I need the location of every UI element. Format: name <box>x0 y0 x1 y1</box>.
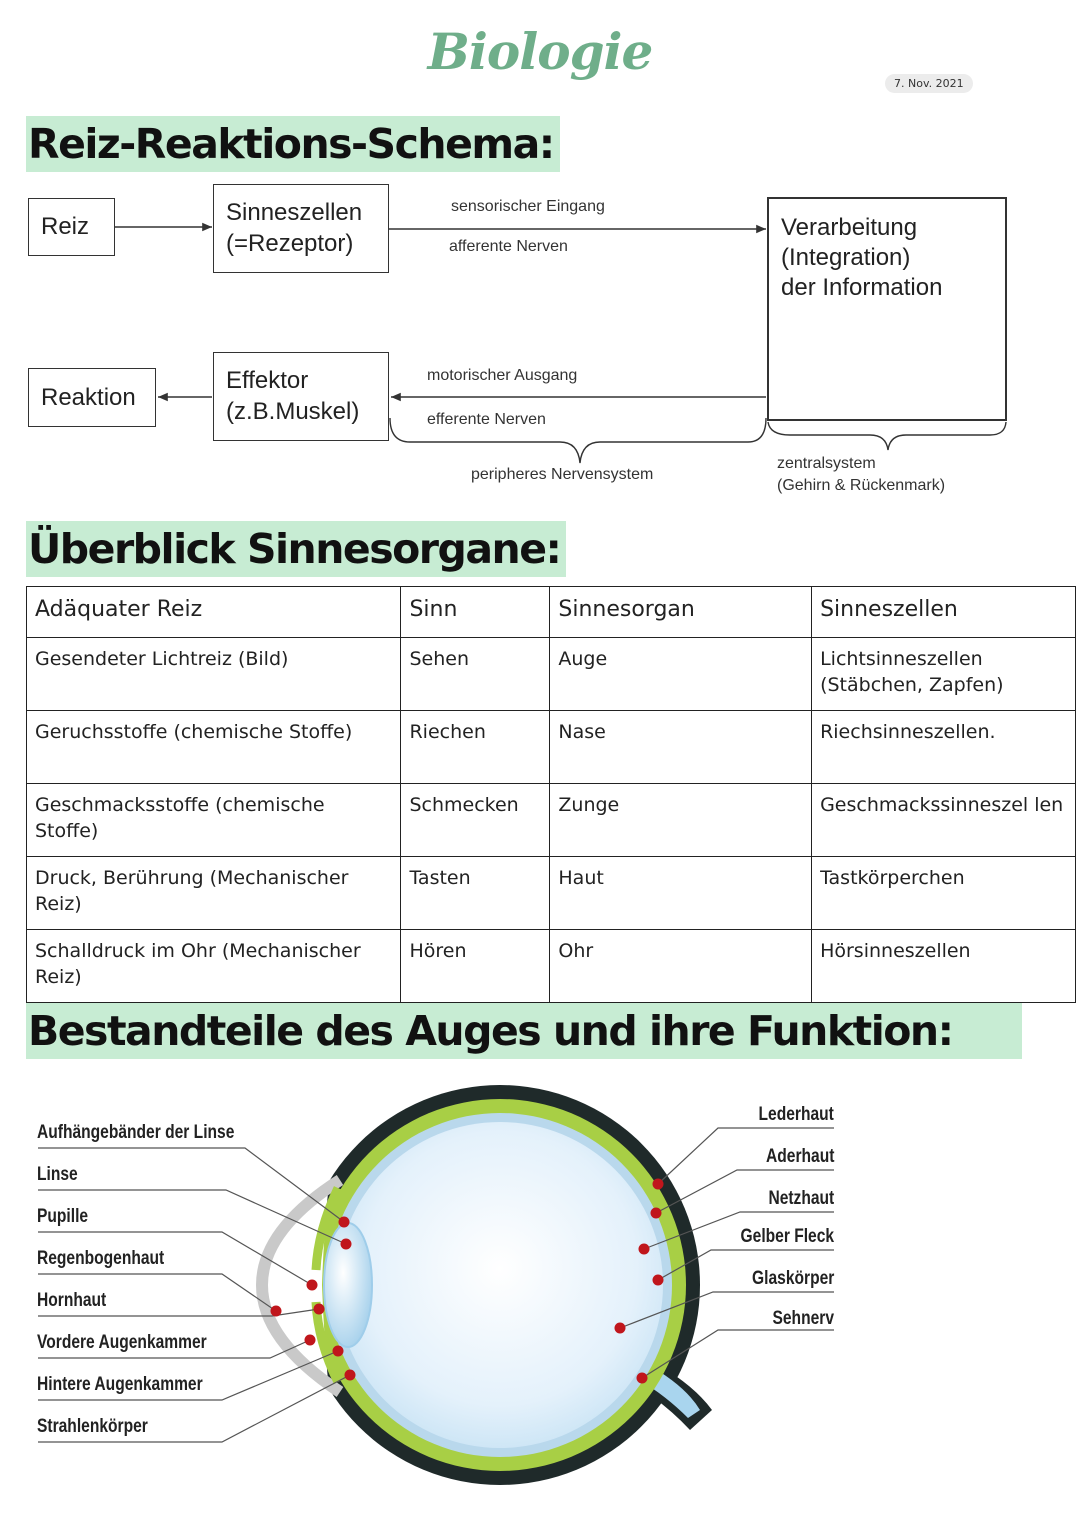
eye-label-linse: Linse <box>37 1164 78 1185</box>
muskel-label: (z.B.Muskel) <box>226 398 360 425</box>
eye-label-glaskoerper: Glaskörper <box>751 1268 834 1289</box>
verarbeitung-line-2: (Integration) <box>781 244 911 271</box>
table-cell: Haut <box>550 857 812 930</box>
column-header: Sinneszellen <box>812 587 1076 638</box>
box-effektor <box>213 352 389 441</box>
section-heading-sinnesorgane: Überblick Sinnesorgane: <box>26 521 566 577</box>
page-title: Biologie <box>427 22 653 81</box>
box-reaktion: Reaktion <box>28 368 156 427</box>
table-cell: Tasten <box>401 857 550 930</box>
eye-label-gelber-fleck: Gelber Fleck <box>740 1226 834 1247</box>
table-cell: Schmecken <box>401 784 550 857</box>
eye-label-hintere-augenkammer: Hintere Augenkammer <box>37 1374 203 1395</box>
sinneszellen-label: Sinneszellen <box>226 199 363 226</box>
table-header-row <box>27 587 1076 638</box>
table-cell: Ohr <box>550 930 812 1003</box>
table-row <box>27 930 1076 1003</box>
table-cell: Gesendeter Lichtreiz (Bild) <box>27 638 401 711</box>
eye-label-strahlenkoerper: Strahlenkörper <box>37 1416 148 1437</box>
effektor-label: Effektor <box>226 367 309 394</box>
table-row <box>27 784 1076 857</box>
table-cell: Riechsinneszellen. <box>812 711 1076 784</box>
sinnesorgane-table <box>26 586 1076 1003</box>
label-sensorisch: sensorischer Eingang <box>451 198 605 215</box>
verarbeitung-line-1: Verarbeitung <box>781 214 918 241</box>
eye-label-netzhaut: Netzhaut <box>768 1188 834 1209</box>
eye-label-regenbogenhaut: Regenbogenhaut <box>37 1248 165 1269</box>
eye-label-pupille: Pupille <box>37 1206 89 1227</box>
eye-label-lederhaut: Lederhaut <box>758 1104 834 1125</box>
table-cell: Zunge <box>550 784 812 857</box>
column-header: Adäquater Reiz <box>27 587 401 638</box>
table-cell: Geschmackssinneszel len <box>812 784 1076 857</box>
column-header: Sinn <box>401 587 550 638</box>
table-cell: Geruchsstoffe (chemische Stoffe) <box>27 711 401 784</box>
verarbeitung-line-3: der Information <box>781 274 943 301</box>
eye-label-hornhaut: Hornhaut <box>37 1290 107 1311</box>
eye-label-aderhaut: Aderhaut <box>765 1146 834 1167</box>
label-afferent: afferente Nerven <box>449 238 568 255</box>
table-cell: Lichtsinneszellen (Stäbchen, Zapfen) <box>812 638 1076 711</box>
label-efferent: efferente Nerven <box>427 411 546 428</box>
table-cell: Riechen <box>401 711 550 784</box>
brace-zentral <box>768 422 1006 450</box>
date-badge: 7. Nov. 2021 <box>885 74 973 93</box>
box-reiz: Reiz <box>28 198 115 256</box>
table-cell: Hörsinneszellen <box>812 930 1076 1003</box>
eye-label-sehnerv: Sehnerv <box>772 1308 834 1329</box>
table-cell: Auge <box>550 638 812 711</box>
table-row <box>27 857 1076 930</box>
section-heading-schema: Reiz-Reaktions-Schema: <box>26 116 560 172</box>
label-motorisch: motorischer Ausgang <box>427 367 578 384</box>
column-header: Sinnesorgan <box>550 587 812 638</box>
eye-label-vordere-augenkammer: Vordere Augenkammer <box>37 1332 207 1353</box>
table-cell: Geschmacksstoffe (chemische Stoffe) <box>27 784 401 857</box>
vitreous-body <box>337 1122 663 1448</box>
section-heading-auge: Bestandteile des Auges und ihre Funktion: <box>26 1003 1022 1059</box>
rezeptor-label: (=Rezeptor) <box>226 230 354 257</box>
table-cell: Tastkörperchen <box>812 857 1076 930</box>
table-row <box>27 638 1076 711</box>
label-gehirn: (Gehirn & Rückenmark) <box>777 477 946 494</box>
label-peripher: peripheres Nervensystem <box>471 466 654 483</box>
table-cell: Sehen <box>401 638 550 711</box>
eye-label-aufhaengebaender: Aufhängebänder der Linse <box>37 1122 235 1143</box>
table-cell: Schalldruck im Ohr (Mechanischer Reiz) <box>27 930 401 1003</box>
box-verarbeitung <box>767 197 1007 421</box>
table-cell: Hören <box>401 930 550 1003</box>
box-sinneszellen <box>213 184 389 273</box>
table-cell: Nase <box>550 711 812 784</box>
table-cell: Druck, Berührung (Mechanischer Reiz) <box>27 857 401 930</box>
label-zentral: zentralsystem <box>777 455 876 472</box>
table-row <box>27 711 1076 784</box>
eye-diagram <box>0 1080 1080 1510</box>
